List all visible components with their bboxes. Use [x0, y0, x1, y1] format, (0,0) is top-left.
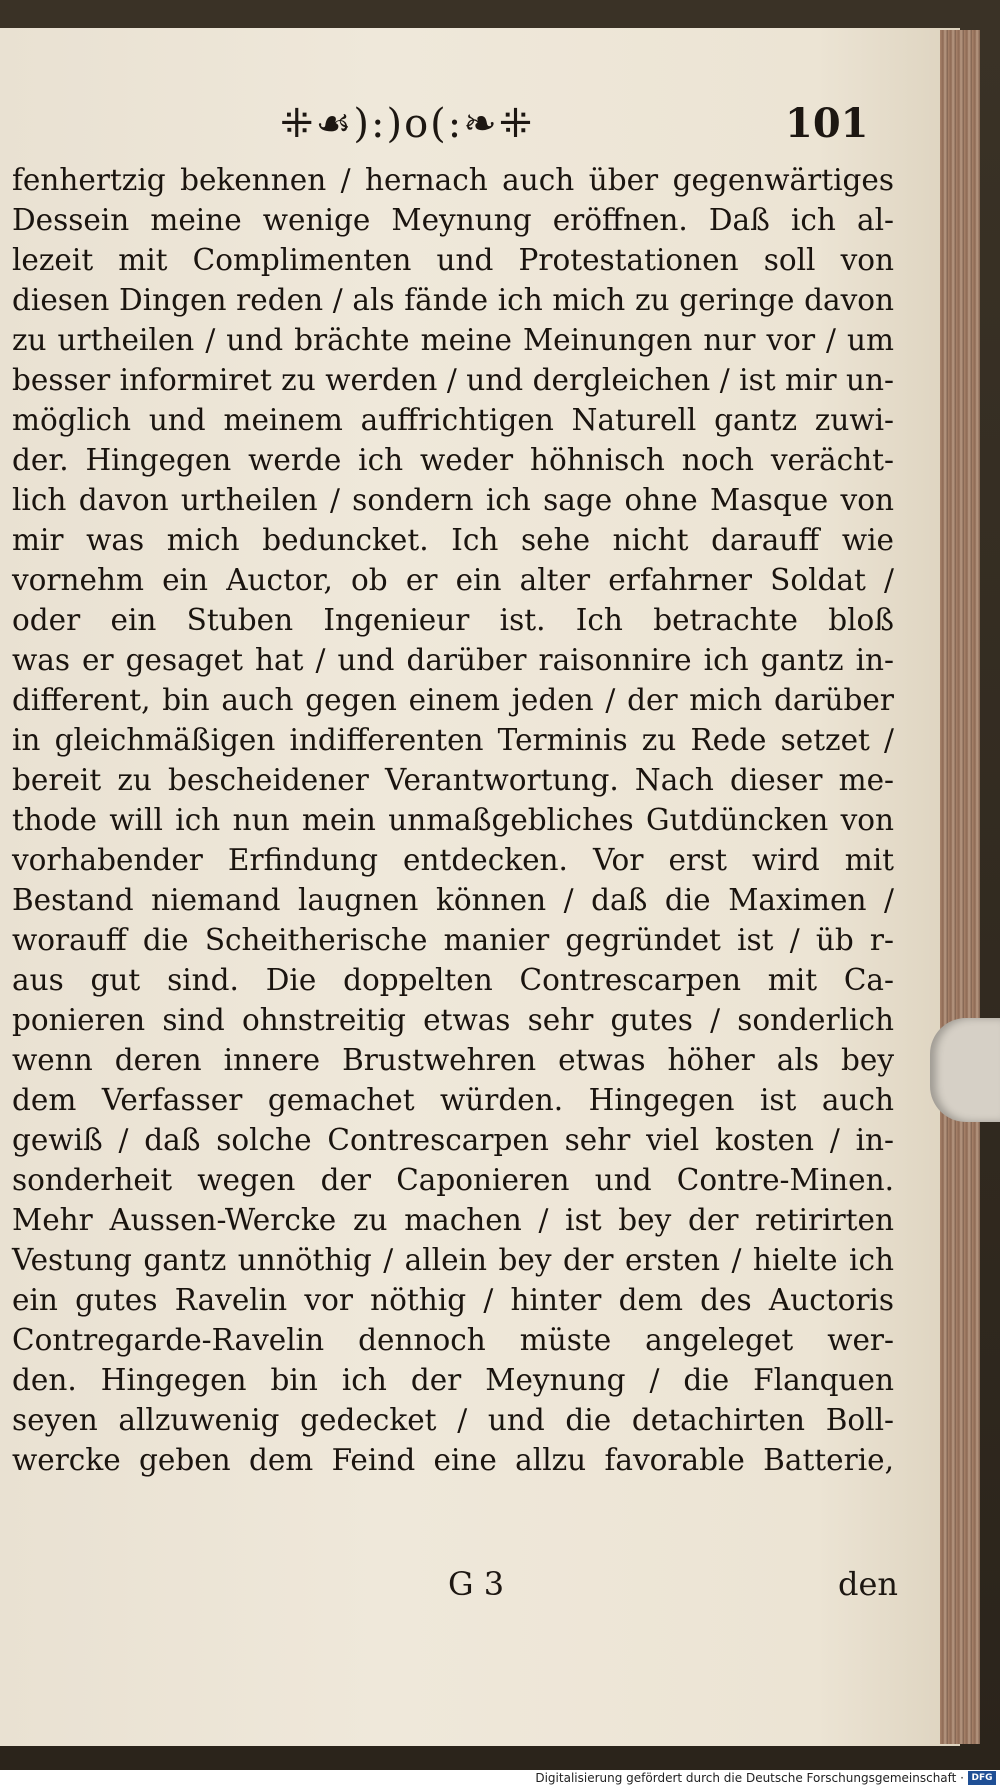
body-text	[12, 160, 894, 1480]
text-line: Mehr Aussen-Wercke zu machen / ist bey der retirirten	[12, 1203, 894, 1237]
text-line: oder ein Stuben Ingenieur ist. Ich betrachte bloß	[12, 603, 894, 637]
text-line: ponieren sind ohnstreitig etwas sehr gutes / sonderlich	[12, 1003, 894, 1037]
text-line: lezeit mit Complimenten und Protestationen soll von	[12, 243, 894, 277]
text-line: Contregarde-Ravelin dennoch müste angeleget wer-	[12, 1323, 894, 1357]
dfg-logo: DFG	[968, 1771, 996, 1785]
text-line: wenn deren innere Brustwehren etwas höher als bey	[12, 1043, 894, 1077]
signature-mark: G 3	[448, 1565, 505, 1603]
text-line: mir was mich beduncket. Ich sehe nicht darauff wie	[12, 523, 894, 557]
text-line: aus gut sind. Die doppelten Contrescarpen mit Ca-	[12, 963, 894, 997]
text-line: der. Hingegen werde ich weder höhnisch noch verächt-	[12, 443, 894, 477]
text-line: diesen Dingen reden / als fände ich mich zu geringe davon	[12, 283, 894, 317]
page-edges	[940, 30, 980, 1744]
text-line: thode will ich nun mein unmaßgebliches Gutdüncken von	[12, 803, 894, 837]
text-line: wercke geben dem Feind eine allzu favorable Batterie,	[12, 1443, 894, 1477]
text-line: seyen allzuwenig gedecket / und die detachirten Boll-	[12, 1403, 894, 1437]
text-line: was er gesaget hat / und darüber raisonnire ich gantz in-	[12, 643, 894, 677]
text-line: worauff die Scheitherische manier gegründet ist / üb r-	[12, 923, 894, 957]
header-ornament: ⁜☙):)o(:❧⁜	[280, 101, 535, 147]
text-line: in gleichmäßigen indifferenten Terminis zu Rede setzet /	[12, 723, 894, 757]
text-line: möglich und meinem auffrichtigen Naturell gantz zuwi-	[12, 403, 894, 437]
text-line: gewiß / daß solche Contrescarpen sehr viel kosten / in-	[12, 1123, 894, 1157]
text-line: sonderheit wegen der Caponieren und Contre-Minen.	[12, 1163, 894, 1197]
page-footer	[0, 1562, 900, 1606]
attribution-bar	[0, 1770, 1000, 1788]
book-clasp	[930, 1018, 1000, 1122]
text-line: different, bin auch gegen einem jeden / der mich darüber	[12, 683, 894, 717]
attribution-text: Digitalisierung gefördert durch die Deutsche Forschungsgemeinschaft ·	[535, 1771, 964, 1785]
catchword: den	[838, 1565, 899, 1603]
page-header	[0, 96, 900, 156]
text-line: Dessein meine wenige Meynung eröffnen. Daß ich al-	[12, 203, 894, 237]
text-line: vorhabender Erfindung entdecken. Vor erst wird mit	[12, 843, 894, 877]
text-line: Vestung gantz unnöthig / allein bey der ersten / hielte ich	[12, 1243, 894, 1277]
text-line: besser informiret zu werden / und dergleichen / ist mir un-	[12, 363, 894, 397]
text-line: ein gutes Ravelin vor nöthig / hinter dem des Auctoris	[12, 1283, 894, 1317]
text-line: zu urtheilen / und brächte meine Meinungen nur vor / um	[12, 323, 894, 357]
text-line: den. Hingegen bin ich der Meynung / die Flanquen	[12, 1363, 894, 1397]
text-line: vornehm ein Auctor, ob er ein alter erfahrner Soldat /	[12, 563, 894, 597]
text-line: lich davon urtheilen / sondern ich sage ohne Masque von	[12, 483, 894, 517]
page-number: 101	[785, 100, 869, 147]
text-line: bereit zu bescheidener Verantwortung. Nach dieser me-	[12, 763, 894, 797]
text-line: Bestand niemand laugnen können / daß die Maximen /	[12, 883, 894, 917]
text-line: fenhertzig bekennen / hernach auch über gegenwärtiges	[12, 163, 894, 197]
text-line: dem Verfasser gemachet würden. Hingegen ist auch	[12, 1083, 894, 1117]
